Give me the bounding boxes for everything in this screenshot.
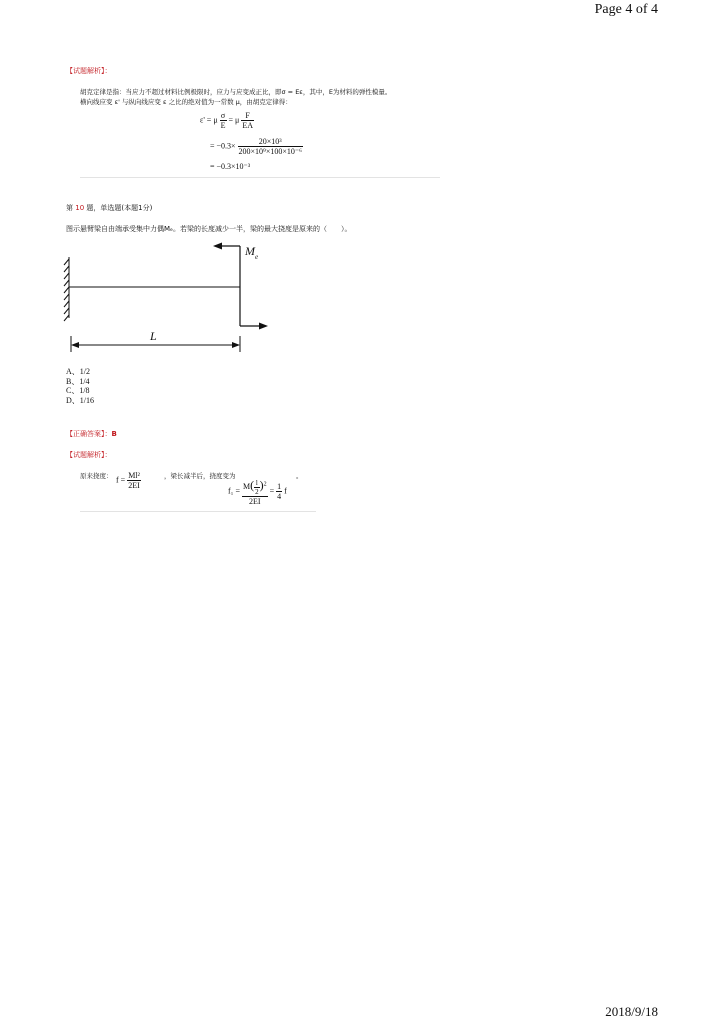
- analysis2-title: 【试题解析】：: [66, 451, 112, 459]
- analysis-title: 【试题解析】：: [66, 67, 112, 75]
- exponent: 2: [263, 481, 267, 488]
- answer-options: [66, 367, 94, 405]
- deflection-f: f =: [116, 475, 126, 485]
- deflection-f1: f₁ =: [228, 486, 240, 496]
- fixed-support: [64, 257, 69, 321]
- new-deflection-fraction: [242, 478, 268, 506]
- moment-subscript: e: [255, 253, 259, 261]
- frac-numerator: M( $\frac{l}{2}$ )$^2$: [242, 478, 267, 496]
- frac-numerator: F: [241, 111, 254, 121]
- sigma-over-e-fraction: [220, 111, 227, 130]
- numeric-formula-prefix: = −0.3×: [210, 141, 236, 151]
- frac-denominator: 2: [255, 487, 259, 496]
- equals-sign: =: [269, 486, 275, 496]
- strain-formula: [200, 111, 254, 130]
- question-header: [66, 203, 152, 213]
- strain-formula-left: ε' = μ: [200, 115, 218, 125]
- correct-answer-value: B: [111, 430, 117, 438]
- frac-denominator: 2EI: [128, 481, 140, 490]
- deflection-f-tail: f: [284, 486, 287, 496]
- hooke-law-text: 胡克定律是指：当应力不超过材料比例极限时，应力与应变成正比，即σ = Eε，其中，E为材料的弹性模量。: [80, 88, 392, 96]
- original-deflection-formula: [116, 471, 141, 490]
- page-number: Page 4 of 4: [594, 2, 658, 17]
- sentence-end: 。: [296, 472, 303, 480]
- moment-label: [244, 244, 258, 261]
- frac-denominator: E: [220, 121, 226, 130]
- result-formula: = −0.3×10⁻³: [210, 162, 251, 171]
- correct-answer-label: 【正确答案】：: [66, 430, 112, 438]
- frac-numerator: σ: [220, 111, 226, 120]
- frac-numerator: Ml²: [128, 471, 140, 480]
- question-text: 图示悬臂梁自由端承受集中力偶Mₑ。若梁的长度减少一半，梁的最大挠度是原来的（ ）。: [66, 225, 352, 233]
- frac-denominator: 2EI: [249, 496, 261, 506]
- cantilever-beam-diagram: [62, 240, 282, 355]
- moment-symbol: M: [242, 482, 251, 491]
- correct-answer: [66, 429, 117, 439]
- numeric-formula: [210, 137, 303, 156]
- poisson-text: 横向线应变 ε' 与纵向线应变 ε 之比的绝对值为一常数 μ，由胡克定律得：: [80, 98, 292, 106]
- moment-top-arrowhead: [213, 243, 222, 250]
- quarter-fraction: [276, 482, 282, 501]
- option-b[interactable]: B、1/4: [66, 376, 90, 386]
- option-a[interactable]: A、1/2: [66, 367, 90, 376]
- numeric-fraction: [238, 137, 303, 156]
- strain-formula-mid: = μ: [228, 115, 240, 125]
- frac-denominator: 200×10⁹×100×10⁻⁶: [238, 147, 302, 156]
- dimension-arrow-right: [232, 342, 240, 348]
- frac-numerator: 1: [277, 482, 282, 492]
- question-number: 10: [75, 204, 85, 212]
- length-label: L: [150, 329, 157, 343]
- question-prefix: 第: [66, 204, 73, 212]
- moment-bottom-arrowhead: [259, 323, 268, 330]
- original-deflection-text: 原来挠度：: [80, 472, 113, 480]
- option-c[interactable]: C、1/8: [66, 386, 90, 395]
- print-date: 2018/9/18: [605, 1004, 658, 1019]
- deflection-fraction: [127, 471, 141, 490]
- option-d[interactable]: D、1/16: [66, 395, 94, 405]
- halved-length-text: ，梁长减半后，挠度变为: [164, 472, 236, 480]
- question-type: 题，单选题(本题1分): [86, 204, 153, 212]
- frac-numerator: l: [255, 478, 258, 487]
- f-over-ea-fraction: [241, 111, 254, 130]
- section-divider: [80, 177, 440, 178]
- section-divider-2: [80, 511, 316, 512]
- frac-numerator: 20×10³: [238, 137, 303, 147]
- dimension-arrow-left: [71, 342, 79, 348]
- new-deflection-formula: [228, 478, 287, 506]
- frac-denominator: EA: [242, 121, 253, 130]
- frac-denominator: 4: [277, 492, 282, 502]
- moment-symbol: M: [245, 244, 255, 258]
